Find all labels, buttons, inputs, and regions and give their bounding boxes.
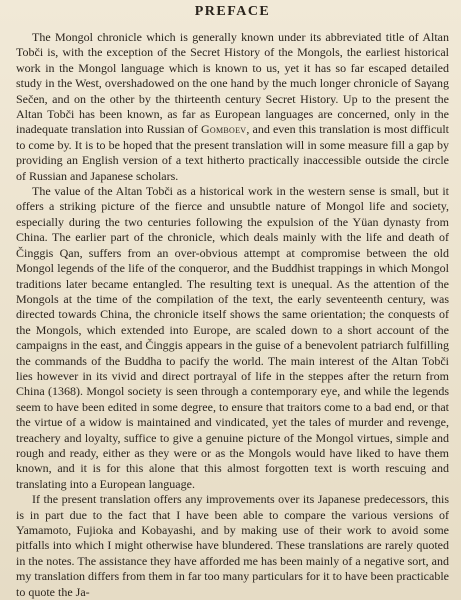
paragraph-1-text-a: The Mongol chronicle which is generally known under its abbreviated title of Altan Tobči is, with the exception of the Secret History of the Mongols, the earliest historical work in the Mongol language which is known to us, yet it has so far escaped detailed study in the West, overshadowed on the one hand by the much longer chronicle of Saγang Sečen, and on the other by the thirteenth century Secret History. Up to the present the Altan Tobči has been known, as far as European languages are concerned, only in the inadequate translation into Russian of [16,30,449,137]
paragraph-2 [16,184,449,492]
paragraph-3 [16,492,449,600]
paragraph-3-text: If the present translation offers any improvements over its Japanese predecessors, this is in part due to the fact that I have been able to compare the various versions of Yamamoto, Fujioka and Kobayashi, and by making use of their work to avoid some pitfalls into which I might otherwise have blundered. These translations are rarely quoted in the notes. The assistance they have afforded me has been mainly of a negative sort, and my translation differs from them in far too many particulars for it to have been practicable to quote the Ja- [16,492,449,599]
author-name-gomboev: Gombоev [200,122,247,137]
preface-body [16,30,449,600]
paragraph-1 [16,30,449,184]
page-title: PREFACE [194,4,271,19]
paragraph-2-text: The value of the Altan Tobči as a historical work in the western sense is small, but it offers a striking picture of the fierce and unsubtle nature of Mongol life and society, especially during the two centuries following the expulsion of the Yüan dynasty from China. The earlier part of the chronicle, which deals mainly with the life and death of Činggis Qan, suffers from an over-obvious attempt at compromise between the old Mongol legends of the life of the conqueror, and the Buddhist trappings in which Mongol traditions later became entangled. The resulting text is unequal. As the attention of the Mongols at the time of the compilation of the text, the early seventeenth century, was directed towards China, the chronicle itself shows the same orientation; the conquests of the Mongols, which extended into Europe, are scaled down to a short account of the campaigns in the east, and Činggis appears in the guise of a benevolent patriarch fulfilling the commands of the Buddha to pacify the world. The main interest of the Altan Tobči lies however in its vivid and direct portrayal of life in the steppes after the return from China (1368). Mongol society is seen through a contemporary eye, and while the legends seem to have been edited in some degree, to ensure that traitors come to a bad end, or that the virtue of a widow is maintained and vindicated, yet the tales of murder and revenge, treachery and loyalty, suffice to give a genuine picture of the Mongol virtues, simple and rough and ready, either as they were or as the Mongols would have liked to have them known, and it is for this alone that this almost forgotten text is worth rescuing and translating into a European language. [16,184,449,491]
paragraph-1-text-b: , and even this translation is most difficult to come by. It is to be hoped that the present translation will in some measure fill a gap by providing an English version of a text hitherto practically inaccessible outside the circle of Russian and Japanese scholars. [16,122,450,183]
